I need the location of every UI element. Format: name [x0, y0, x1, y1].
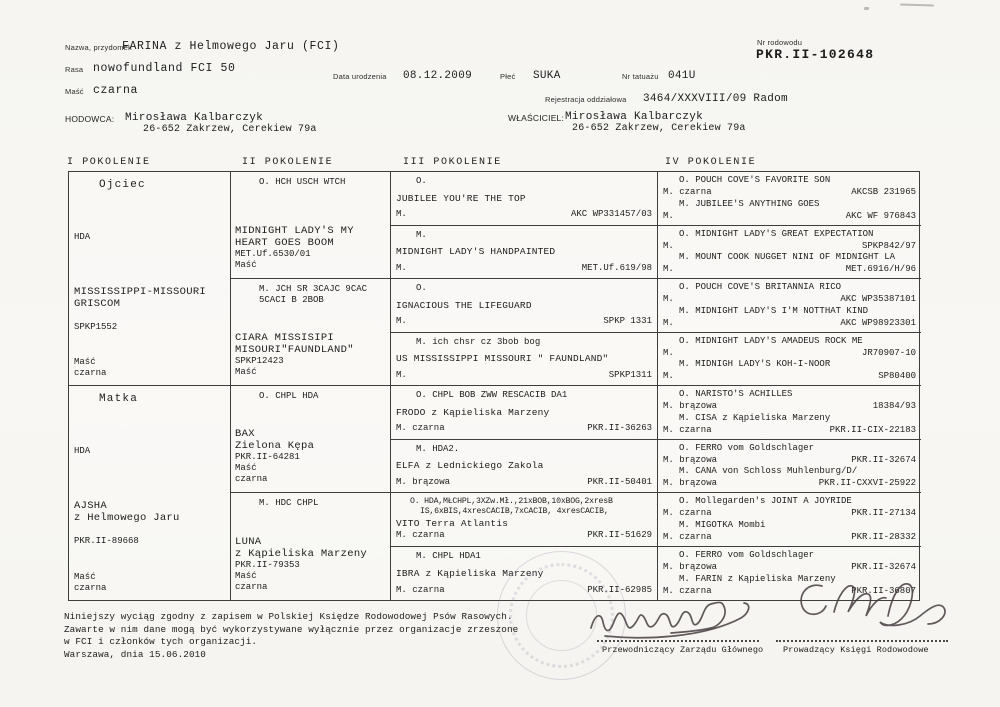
dog-name: IGNACIOUS THE LIFEGUARD [396, 299, 532, 311]
dog-name: MIDNIGHT LADY'S HANDPAINTED [396, 246, 556, 257]
dog-reg: MET.Uf.619/98 [581, 262, 652, 273]
dog-titles: O. HCH USCH WTCH [259, 177, 346, 187]
dog-titles: M. HDA2. [416, 443, 460, 454]
color-label: M. [663, 317, 674, 328]
color-label: M. brązowa [663, 562, 718, 572]
dog-reg: PKR.II-50401 [587, 476, 652, 487]
gen2-cell-4 [231, 493, 391, 600]
sire-name: O. POUCH COVE'S BRITANNIA RICO [679, 282, 842, 293]
breeder-name: Mirosława Kalbarczyk [125, 112, 264, 124]
dog-name: BAX [235, 428, 255, 440]
color-label: Maść [235, 367, 257, 377]
breed-value: nowofundland FCI 50 [93, 62, 236, 75]
father-cell [69, 172, 231, 386]
color-label: Maść [235, 260, 257, 270]
color-label: Maść [65, 87, 84, 96]
dog-name: ELFA z Lednickiego Zakola [396, 460, 544, 471]
dog-reg: SPKP1311 [608, 369, 652, 380]
gen4-cell-6 [658, 440, 921, 494]
color-label: M. [396, 316, 407, 326]
dog-name: Zielona Kępa [235, 440, 315, 452]
gen2-cell-1 [231, 172, 391, 279]
gen3-cell-6 [391, 440, 658, 494]
tattoo-value: 041U [668, 70, 696, 82]
dog-titles: M. [416, 229, 427, 240]
dog-reg: PKR.II-32674 [851, 562, 916, 572]
color-label: M. [663, 264, 674, 275]
dam-name: M. JUBILEE'S ANYTHING GOES [679, 198, 820, 209]
color-label: Maść [235, 463, 257, 473]
dog-reg: PKR.II-36807 [851, 586, 916, 596]
name-label: Nazwa, przydomek [65, 43, 132, 52]
color-label: M. [663, 371, 674, 382]
dog-reg: 18384/93 [872, 401, 916, 412]
statement-line: w FCI i członków tych organizacji. [64, 636, 258, 648]
dam-name: M. CISA z Kąpieliska Marzeny [679, 412, 831, 423]
gen3-cell-2 [391, 226, 658, 280]
mother-cell [69, 386, 231, 600]
dam-name: M. MIDNIGHT LADY'S I'M NOTTHAT KIND [679, 305, 869, 316]
mother-name-line2: z Helmowego Jaru [74, 512, 180, 524]
dog-titles: M. JCH SR 3CAJC 9CAC 5CACI B 2BOB [259, 284, 368, 305]
dog-reg: SPKP842/97 [861, 240, 916, 251]
dog-reg: PKR.II-79353 [235, 560, 300, 570]
dog-name: MIDNIGHT LADY'S MY [235, 225, 354, 237]
dog-reg: SP80400 [878, 371, 916, 382]
breeder-label: HODOWCA: [65, 114, 115, 124]
generation-header-3: III POKOLENIE [403, 157, 502, 168]
birthdate-value: 08.12.2009 [403, 70, 473, 82]
dog-reg: JR70907-10 [861, 347, 916, 358]
sire-name: O. POUCH COVE'S FAVORITE SON [679, 175, 831, 186]
gen3-cell-4 [391, 333, 658, 387]
certification-statement [64, 611, 518, 662]
dog-reg: PKR.II-28332 [851, 531, 916, 542]
tattoo-label: Nr tatuażu [622, 72, 659, 81]
gen3-cell-7 [391, 493, 658, 547]
color-label: Maść [74, 572, 96, 582]
dog-name: HEART GOES BOOM [235, 237, 335, 249]
color-value: czarna [74, 368, 107, 378]
registration-value: 3464/XXXVIII/09 Radom [643, 93, 788, 105]
sire-name: O. MIDNIGHT LADY'S GREAT EXPECTATION [679, 228, 874, 239]
dog-name: JUBILEE YOU'RE THE TOP [396, 192, 526, 204]
sex-label: Płeć [500, 72, 516, 81]
dam-name: M. FARIN z Kąpieliska Marzeny [679, 574, 836, 584]
scan-artifact [900, 3, 934, 6]
scan-artifact [864, 7, 869, 10]
father-titles: HDA [74, 232, 91, 242]
dog-reg: SPKP 1331 [603, 316, 652, 326]
dog-titles: M. HDC CHPL [259, 498, 319, 508]
color-label: M. [663, 240, 674, 251]
color-label: M. [396, 209, 407, 219]
sire-name: O. NARISTO'S ACHILLES [679, 389, 793, 400]
father-color [74, 357, 106, 379]
generation-header-4: IV POKOLENIE [665, 157, 757, 168]
dog-reg: AKCSB 231965 [851, 187, 916, 198]
owner-name: Mirosława Kalbarczyk [565, 111, 704, 123]
dam-name: M. MIGOTKA Mombi [679, 519, 766, 530]
dog-details [235, 428, 386, 485]
sire-name: O. FERRO vom Goldschlager [679, 442, 815, 453]
color-label: M. czarna [663, 424, 712, 435]
dog-reg: PKR.II-64281 [235, 452, 300, 462]
gen4-cell-5 [658, 386, 921, 440]
color-label: M. brązowa [396, 476, 451, 487]
sire-name: O. FERRO vom Goldschlager [679, 550, 815, 560]
owner-address: 26-652 Zakrzew, Cerekiew 79a [572, 123, 746, 134]
mother-name-line1: AJSHA [74, 500, 108, 512]
dog-reg: AKC WP98923301 [840, 317, 916, 328]
gen2-cell-2 [231, 279, 391, 386]
breeder-address: 26-652 Zakrzew, Cerekiew 79a [143, 124, 317, 135]
father-name-line2: GRISCOM [74, 298, 121, 310]
dog-name: FRODO z Kąpieliska Marzeny [396, 406, 550, 418]
dog-reg: PKR.II-CIX-22183 [829, 424, 916, 435]
color-label: M. brązowa [663, 401, 718, 412]
gen4-cell-1 [658, 172, 921, 226]
name-value: FARINA z Helmowego Jaru (FCI) [122, 40, 340, 53]
gen4-cell-2 [658, 226, 921, 280]
statement-line: Zawarte w nim dane mogą być wykorzystywane wyłącznie przez organizacje zrzeszone [64, 623, 519, 635]
signature-chairman [585, 586, 770, 641]
dog-titles: O. [416, 176, 427, 186]
mother-titles: HDA [74, 446, 91, 456]
dog-titles: O. CHPL BOB ZWW RESCACIB DA1 [416, 390, 568, 400]
dog-titles: O. [416, 283, 427, 293]
dog-name: LUNA [235, 536, 262, 548]
dog-reg: PKR.II-62985 [587, 584, 652, 595]
dog-reg: PKR.II-36263 [587, 423, 652, 433]
dam-name: M. MOUNT COOK NUGGET NINI OF MIDNIGHT LA [679, 252, 896, 263]
generation-header-2: II POKOLENIE [242, 157, 334, 168]
pedigree-table [68, 171, 920, 601]
color-label: M. czarna [396, 584, 445, 595]
mother-role: Matka [99, 393, 139, 405]
dog-reg: MET.6916/H/96 [845, 264, 916, 275]
father-name-line1: MISSISSIPPI-MISSOURI [74, 286, 207, 298]
gen4-cell-7 [658, 493, 921, 547]
color-label: M. [396, 262, 407, 273]
pedigree-number-label: Nr rodowodu [757, 38, 803, 47]
color-label: M. [396, 369, 407, 380]
dog-details [235, 536, 386, 593]
gen3-cell-3 [391, 279, 658, 333]
gen4-cell-4 [658, 333, 921, 387]
mother-reg: PKR.II-89668 [74, 536, 139, 546]
father-name [74, 286, 206, 310]
dog-reg: PKR.II-CXXVI-25922 [818, 478, 916, 489]
dog-reg: AKC WF 976843 [845, 210, 916, 221]
registration-label: Rejestracja oddziałowa [545, 95, 627, 104]
color-label: M. [663, 294, 674, 305]
registrar-title: Prowadzący Księgi Rodowodowe [783, 645, 929, 655]
dog-details [235, 225, 386, 271]
color-label: M. czarna [396, 529, 445, 540]
gen3-cell-5 [391, 386, 658, 440]
dog-name: z Kąpieliska Marzeny [235, 548, 368, 560]
dog-details [235, 332, 386, 378]
dog-titles: M. CHPL HDA1 [416, 550, 481, 561]
signature-line [776, 640, 948, 642]
gen2-cell-3 [231, 386, 391, 493]
color-label: M. czarna [396, 423, 445, 433]
dog-name: US MISSISSIPPI MISSOURI " FAUNDLAND" [396, 353, 609, 364]
dog-reg: PKR.II-51629 [587, 529, 652, 540]
dog-reg: PKR.II-32674 [851, 454, 916, 465]
color-label: M. brązowa [663, 454, 718, 465]
dog-reg: AKC WP331457/03 [570, 209, 652, 219]
father-reg: SPKP1552 [74, 322, 118, 332]
color-label: M. [663, 210, 674, 221]
dog-reg: MET.Uf.6530/01 [235, 249, 311, 259]
dog-titles: M. ich chsr cz 3bob bog [416, 336, 541, 347]
statement-line: Niniejszy wyciąg zgodny z zapisem w Polskiej Księdze Rodowodowej Psów Rasowych. [64, 611, 513, 622]
dog-titles: O. CHPL HDA [259, 391, 319, 401]
sire-name: O. MIDNIGHT LADY'S AMADEUS ROCK ME [679, 335, 863, 346]
dog-name: VITO Terra Atlantis [396, 517, 509, 529]
signature-line [597, 640, 759, 642]
dog-reg: PKR.II-27134 [851, 508, 916, 519]
dog-reg: AKC WP35387101 [840, 294, 916, 305]
color-label: M. czarna [663, 508, 712, 519]
color-label: M. czarna [663, 586, 712, 596]
dam-name: M. MIDNIGH LADY'S KOH-I-NOOR [679, 359, 831, 370]
color-label: M. czarna [663, 187, 712, 198]
chairman-title: Przewodniczący Zarządu Głównego [602, 645, 764, 655]
birthdate-label: Data urodzenia [333, 72, 387, 81]
owner-label: WŁAŚCICIEL: [508, 113, 565, 123]
sire-name: O. Mollegarden's JOINT A JOYRIDE [679, 496, 852, 507]
dog-name: IBRA z Kąpieliska Marzeny [396, 567, 544, 579]
mother-name [74, 500, 180, 524]
breed-label: Rasa [65, 65, 84, 74]
pedigree-number-value: PKR.II-102648 [756, 47, 875, 62]
generation-header-1: I POKOLENIE [67, 157, 151, 168]
color-label: M. czarna [663, 531, 712, 542]
color-value: czarna [93, 84, 139, 97]
sex-value: SUKA [533, 70, 561, 82]
statement-date: Warszawa, dnia 15.06.2010 [64, 649, 206, 661]
signature-registrar [788, 570, 953, 640]
dog-titles: O. HDA,MŁCHPL,3XZw.Mł.,21xBOB,10xBOG,2xresB [410, 497, 613, 506]
color-value: czarna [235, 582, 268, 592]
gen3-cell-1 [391, 172, 658, 226]
gen4-cell-3 [658, 279, 921, 333]
color-value: czarna [74, 583, 107, 593]
color-value: czarna [235, 474, 268, 484]
color-label: M. [663, 347, 674, 358]
dog-name: MISOURI"FAUNDLAND" [235, 344, 354, 356]
color-label: Maść [74, 357, 96, 367]
dog-titles-line2: IS,6xBIS,4xresCACIB,7xCACIB, 4xresCACIB, [420, 507, 609, 517]
mother-color [74, 572, 106, 594]
father-role: Ojciec [99, 179, 146, 191]
dog-name: CIARA MISSISIPI [235, 332, 335, 344]
color-label: M. brązowa [663, 478, 718, 489]
dam-name: M. CANA von Schloss Muhlenburg/D/ [679, 466, 858, 477]
dog-reg: SPKP12423 [235, 356, 284, 366]
color-label: Maść [235, 571, 257, 581]
